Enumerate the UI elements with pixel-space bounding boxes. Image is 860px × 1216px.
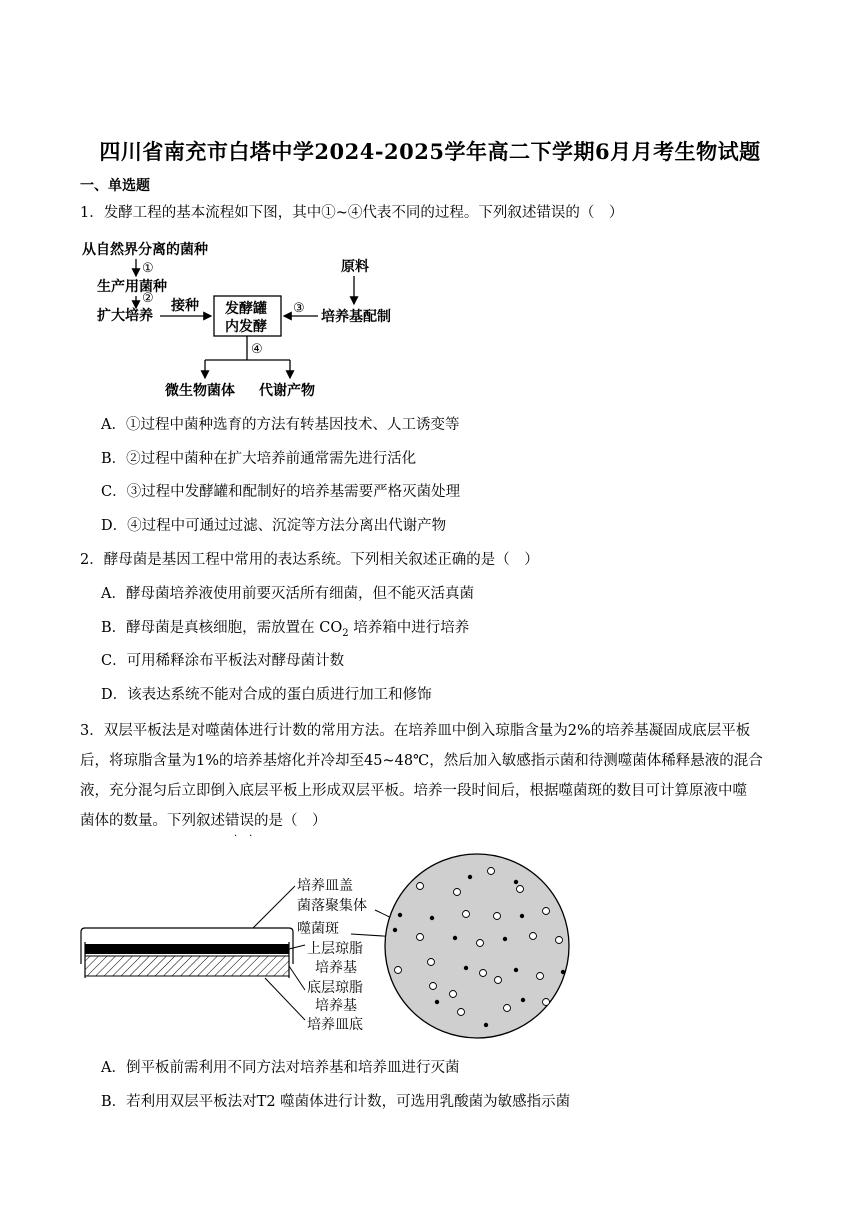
plaque: [477, 940, 484, 947]
colony: [464, 966, 468, 970]
step1-marker: ①: [142, 261, 154, 276]
q2-option-b: [101, 618, 469, 644]
colony: [468, 875, 472, 879]
lower-agar-layer: [85, 956, 289, 976]
diagram-strain-label: 生产用菌种: [97, 279, 167, 295]
colony: [393, 928, 397, 932]
colony: [503, 937, 507, 941]
label-plaque: 噬菌斑: [297, 921, 339, 937]
plaque: [463, 911, 470, 918]
co2-subscript: 2: [342, 627, 349, 639]
diagram-raw-label: 原料: [341, 259, 369, 275]
double-layer-plate-diagram: [75, 852, 615, 1042]
label-lid: 培养皿盖: [297, 878, 353, 894]
colony: [514, 968, 518, 972]
plaque: [495, 977, 502, 984]
plate-top-view: [385, 854, 569, 1038]
label-lower-agar-1: 底层琼脂: [307, 980, 363, 996]
colony: [398, 913, 402, 917]
plaque: [458, 1009, 465, 1016]
question-3-line-3: 液，充分混匀后立即倒入底层平板上形成双层平板。培养一段时间后，根据噬菌斑的数目可计算原液中噬: [80, 783, 747, 799]
label-dish-bottom: 培养皿底: [307, 1017, 363, 1033]
plaque: [454, 889, 461, 896]
colony: [521, 998, 525, 1002]
leader-lid: [253, 886, 295, 928]
plaque: [417, 934, 424, 941]
question-2-stem: 2．酵母菌是基因工程中常用的表达系统。下列相关叙述正确的是（ ）: [80, 552, 539, 568]
q2-option-d: D．该表达系统不能对合成的蛋白质进行加工和修饰: [101, 687, 432, 703]
question-3-line-2: 后，将琼脂含量为1%的培养基熔化并冷却至45~48℃，然后加入敏感指示菌和待测噬菌体稀释悬液的混合: [80, 753, 763, 769]
leader-bottom: [265, 978, 305, 1020]
question-3-line-4: 菌体的数量。下列叙述错误的是（ ）: [80, 813, 327, 829]
q2-option-b-pre: B．酵母菌是真核细胞，需放置在 CO: [101, 620, 343, 636]
q1-option-d: D．④过程中可通过过滤、沉淀等方法分离出代谢产物: [101, 518, 447, 534]
colony: [561, 970, 565, 974]
colony: [453, 936, 457, 940]
plaque: [543, 908, 550, 915]
page-title: 四川省南充市白塔中学2024-2025学年高二下学期6月月考生物试题: [99, 139, 761, 164]
step4-marker: ④: [251, 342, 263, 357]
plaque: [488, 868, 495, 875]
q1-option-b: B．②过程中菌种在扩大培养前通常需先进行活化: [101, 451, 417, 467]
label-upper-agar-1: 上层琼脂: [307, 941, 363, 957]
tank-label-line1: 发酵罐: [225, 301, 267, 317]
plaque: [543, 999, 550, 1006]
q2-option-c: C．可用稀释涂布平板法对酵母菌计数: [101, 653, 345, 669]
leader-lower: [289, 966, 305, 990]
upper-agar-layer: [85, 944, 289, 954]
plaque: [537, 973, 544, 980]
q1-option-a: A．①过程中菌种选育的方法有转基因技术、人工诱变等: [101, 417, 460, 433]
colony: [484, 1023, 488, 1027]
colony: [520, 914, 524, 918]
diagram-source-label: 从自然界分离的菌种: [82, 242, 208, 258]
colony: [435, 1000, 439, 1004]
diagram-cells-label: 微生物菌体: [165, 383, 235, 399]
q3-option-b: B．若利用双层平板法对T2 噬菌体进行计数，可选用乳酸菌为敏感指示菌: [101, 1094, 571, 1110]
plaque: [395, 967, 402, 974]
plaque: [480, 970, 487, 977]
plaque: [430, 983, 437, 990]
tank-label-line2: 内发酵: [225, 319, 267, 335]
colony: [514, 880, 518, 884]
label-upper-agar-2: 培养基: [315, 960, 357, 976]
q1-option-c: C．③过程中发酵罐和配制好的培养基需要严格灭菌处理: [101, 484, 461, 500]
plaque: [450, 991, 457, 998]
fermentation-flow-diagram: [75, 236, 415, 406]
diagram-expand-label: 扩大培养: [97, 308, 153, 324]
plaque: [417, 883, 424, 890]
step2-marker: ②: [142, 291, 154, 306]
diagram-products-label: 代谢产物: [259, 383, 315, 399]
emphasis-dots: ··: [234, 831, 265, 842]
q3-option-a: A．倒平板前需利用不同方法对培养基和培养皿进行灭菌: [101, 1060, 460, 1076]
diagram-medium-label: 培养基配制: [321, 309, 391, 325]
question-1-stem: 1．发酵工程的基本流程如下图，其中①~④代表不同的过程。下列叙述错误的（ ）: [80, 205, 624, 221]
plaque: [504, 1005, 511, 1012]
plaque: [494, 913, 501, 920]
q2-option-a: A．酵母菌培养液使用前要灭活所有细菌，但不能灭活真菌: [101, 586, 474, 602]
q2-option-b-post: 培养箱中进行培养: [348, 620, 470, 636]
plaque: [428, 959, 435, 966]
section-heading: 一、单选题: [80, 178, 150, 194]
label-colony: 菌落聚集体: [297, 898, 367, 914]
step3-marker: ③: [293, 301, 305, 316]
plaque: [517, 886, 524, 893]
diagram-inoculate-label: 接种: [171, 298, 199, 314]
leader-upper: [289, 945, 305, 949]
colony: [430, 916, 434, 920]
label-lower-agar-2: 培养基: [315, 998, 357, 1014]
question-3-line-1: 3．双层平板法是对噬菌体进行计数的常用方法。在培养皿中倒入琼脂含量为2%的培养基凝固成底层平板: [80, 723, 751, 739]
plaque: [530, 933, 537, 940]
plaque: [556, 937, 563, 944]
